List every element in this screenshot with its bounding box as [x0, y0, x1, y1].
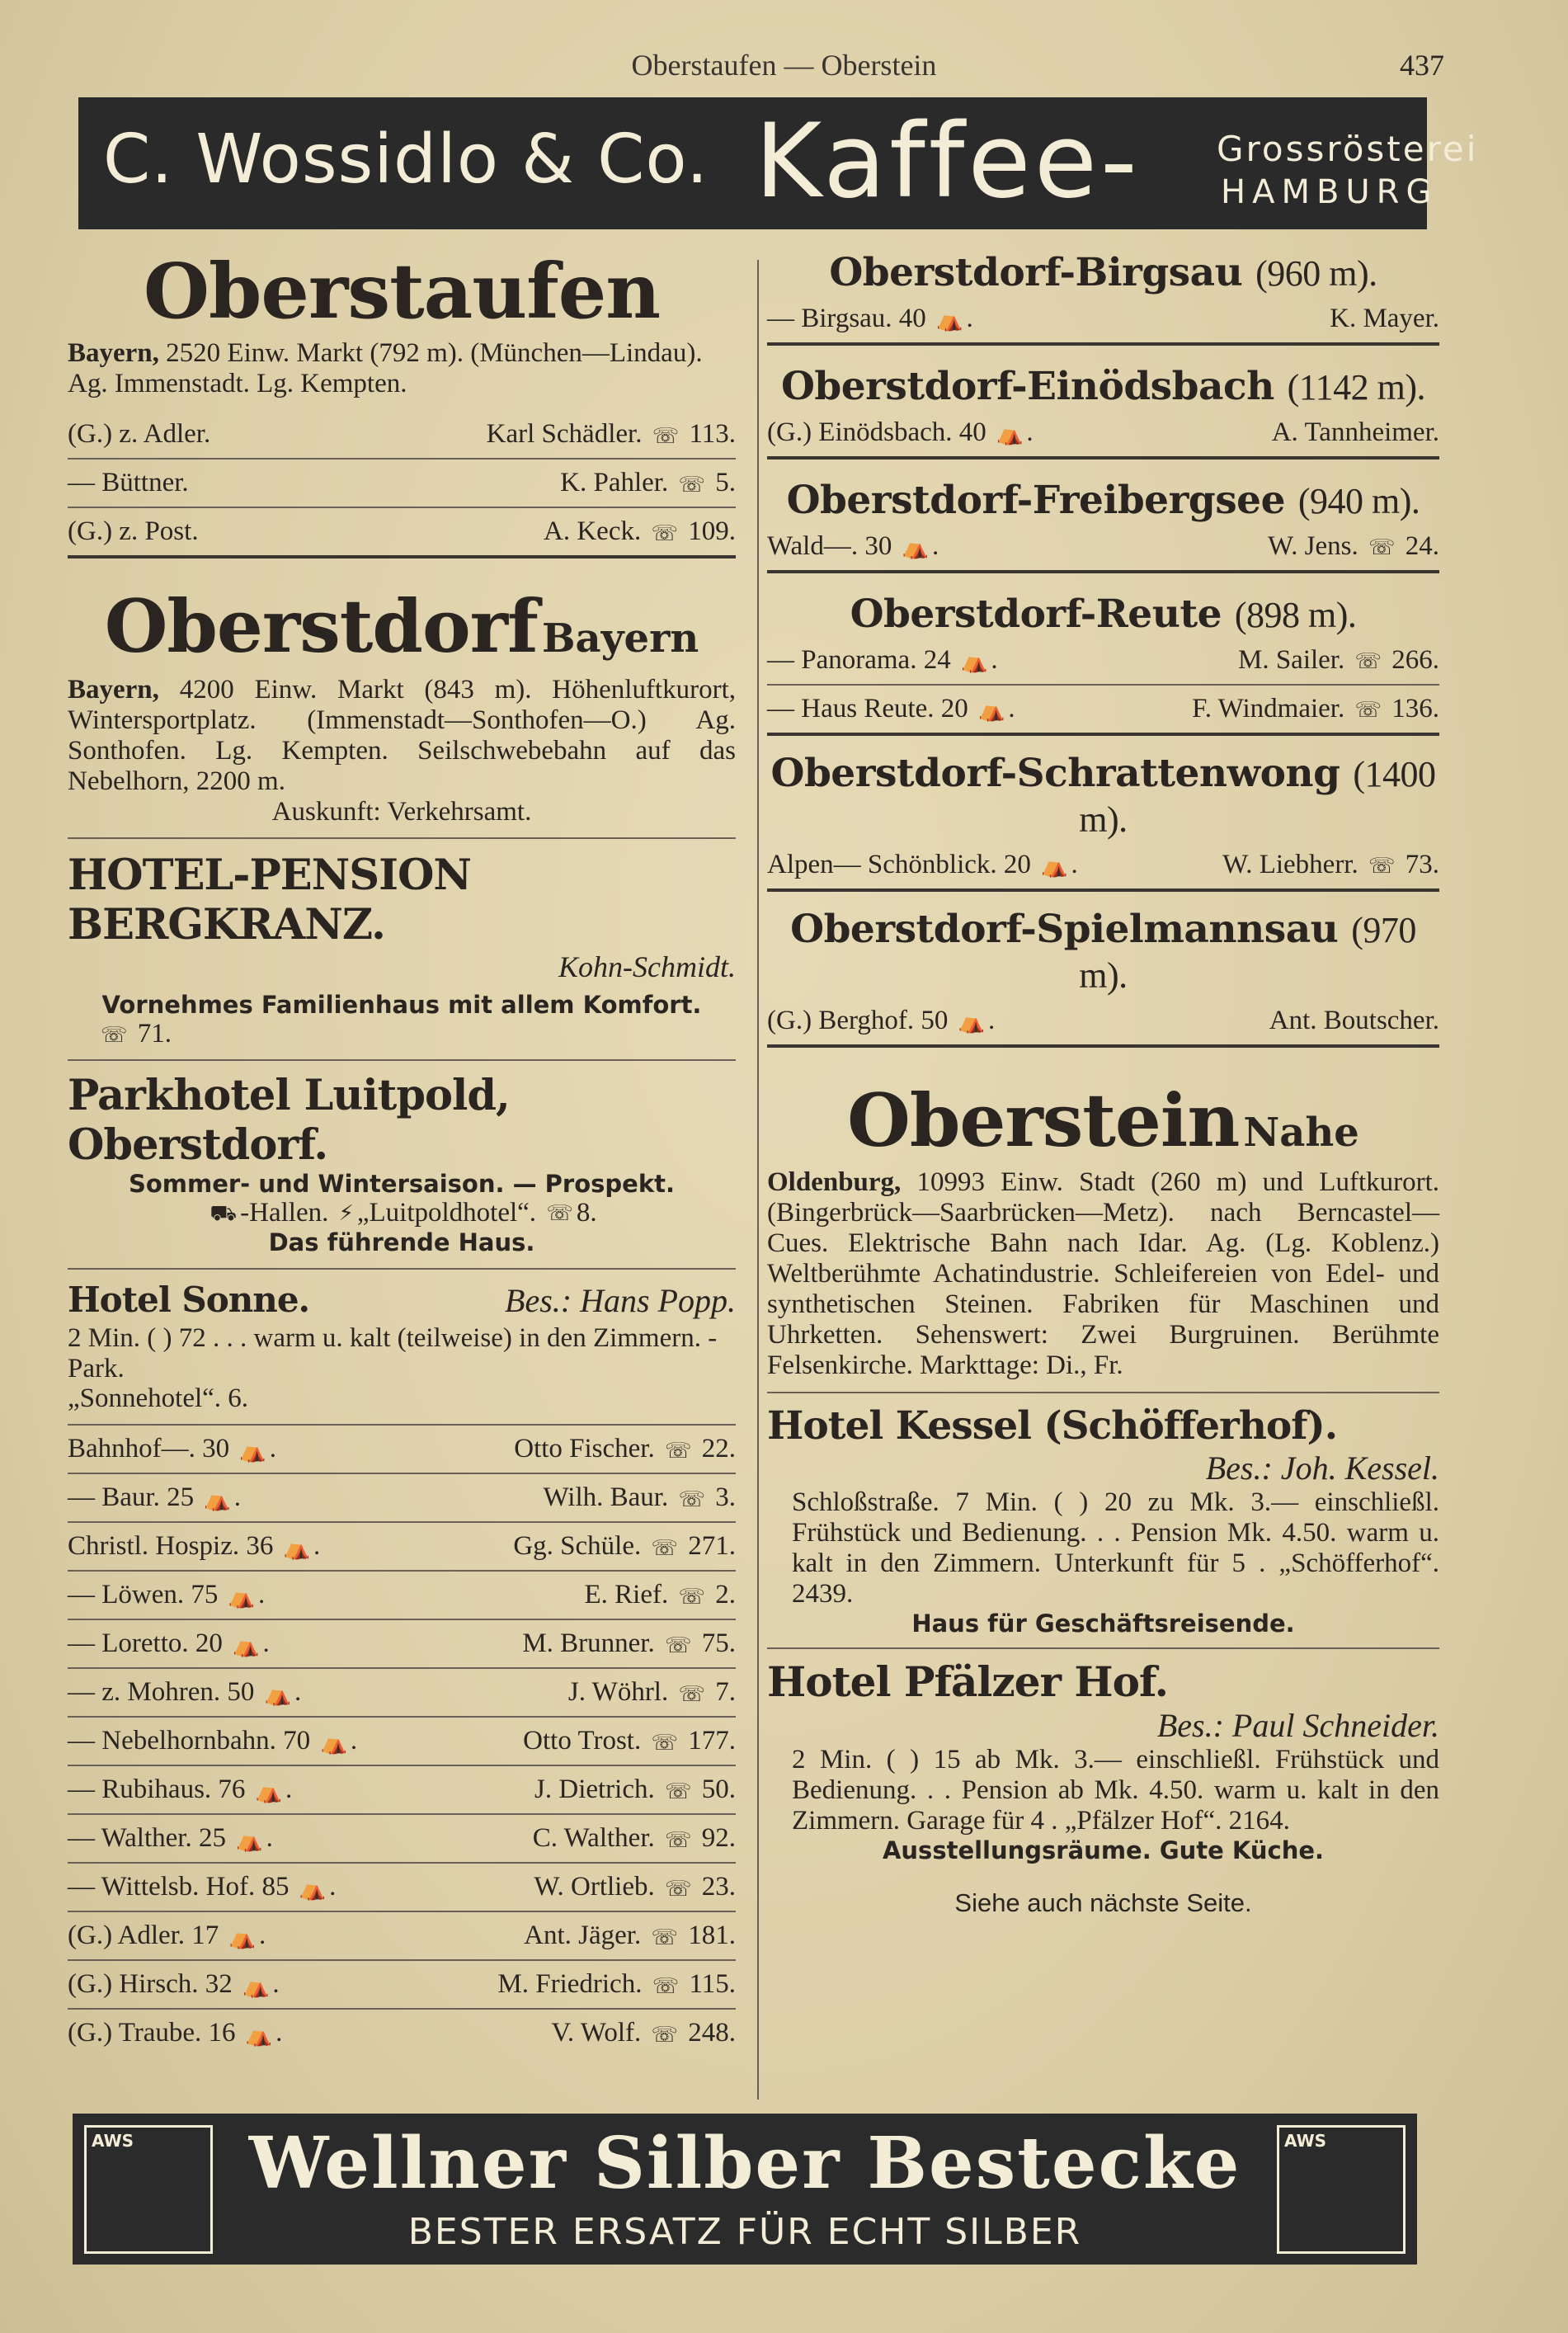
list-item: (G.) Berghof. 50 ⛺ . Ant. Boutscher. [767, 997, 1439, 1048]
bed-icon: ⛺ [978, 698, 1005, 723]
spielmannsau-title: Oberstdorf-Spielmannsau (970 m). [790, 907, 1416, 996]
phone-icon: ☏ [1354, 649, 1382, 675]
list-item: Alpen— Schönblick. 20 ⛺ . W. Liebherr. ☏ 73. [767, 841, 1439, 892]
bed-icon: ⛺ [242, 1973, 270, 1999]
phone-icon: ☏ [651, 1535, 678, 1561]
phone-icon: ☏ [651, 1730, 678, 1756]
bed-icon: ⛺ [228, 1925, 256, 1950]
bed-icon: ⛺ [299, 1876, 327, 1902]
list-item: (G.) z. Post. A. Keck. ☏ 109. [68, 516, 736, 547]
list-item: (G.) Hirsch. 32 ⛺ . M. Friedrich. ☏ 115. [68, 1961, 736, 2010]
luitpold-line2: ⛟ -Hallen. ⚡ „Luitpoldhotel“. ☏ 8. [210, 1197, 597, 1228]
phone-icon: ☏ [651, 521, 678, 546]
list-item: (G.) Adler. 17 ⛺ . Ant. Jäger. ☏ 181. [68, 1912, 736, 1961]
left-column [68, 235, 736, 2057]
schrattenwong-title: Oberstdorf-Schrattenwong (1400 m). [770, 751, 1436, 840]
oberstdorf-title-suffix: Bayern [541, 615, 699, 662]
oberstein-title-suffix: Nahe [1243, 1110, 1359, 1156]
oberstdorf-list [68, 1424, 736, 2057]
phone-icon: ☏ [651, 2022, 678, 2048]
pfaelzer-name: Hotel Pfälzer Hof. [767, 1657, 1169, 1707]
coffee-ad-banner [78, 97, 1479, 229]
silverware-ad [73, 2114, 1417, 2265]
garage-icon: ⛟ [210, 1201, 238, 1227]
bed-icon: ⛺ [236, 1827, 263, 1853]
oberstdorf-heading [68, 583, 736, 670]
bed-icon: ⛺ [245, 2022, 273, 2048]
bed-icon: ⛺ [936, 308, 963, 333]
bed-icon: ⛺ [283, 1535, 310, 1561]
oberstaufen-list [68, 411, 736, 559]
see-next-page: Siehe auch nächste Seite. [954, 1888, 1252, 1918]
phone-icon: ☏ [664, 1633, 692, 1658]
ad-subtitle: BESTER ERSATZ FÜR ECHT SILBER [407, 2211, 1082, 2253]
luitpold-line3: Das führende Haus. [268, 1228, 535, 1256]
ad-title: Wellner Silber Bestecke [248, 2122, 1241, 2205]
pfaelzer-footer: Ausstellungsräume. Gute Küche. [882, 1836, 1325, 1865]
phone-icon: ☏ [101, 1022, 128, 1048]
list-item: Bahnhof—. 30 ⛺ . Otto Fischer. ☏ 22. [68, 1426, 736, 1474]
phone-icon: ☏ [651, 1925, 678, 1950]
oberstdorf-auskunft: Auskunft: Verkehrsamt. [271, 796, 532, 827]
list-item: — Nebelhornbahn. 70 ⛺ . Otto Trost. ☏ 177. [68, 1718, 736, 1766]
list-item: Wald—. 30 ⛺ . W. Jens. ☏ 24. [767, 523, 1439, 573]
banner-kaffee: Kaffee- [755, 102, 1141, 221]
bergkranz-desc: Vornehmes Familienhaus mit allem Komfort. [101, 990, 702, 1019]
list-item: — Löwen. 75 ⛺ . E. Rief. ☏ 2. [68, 1572, 736, 1620]
brand-logo-left: AWS [84, 2125, 213, 2254]
bed-icon: ⛺ [239, 1438, 266, 1463]
list-item: — Haus Reute. 20 ⛺ . F. Windmaier. ☏ 136. [767, 694, 1439, 723]
list-item: — Wittelsb. Hof. 85 ⛺ . W. Ortlieb. ☏ 23. [68, 1864, 736, 1912]
phone-icon: ☏ [1354, 698, 1382, 723]
column-divider [757, 260, 759, 2100]
banner-company: C. Wossidlo & Co. [103, 120, 709, 199]
list-item: — Büttner. K. Pahler. ☏ 5. [68, 460, 736, 508]
phone-icon: ☏ [664, 1827, 692, 1853]
phone-icon: ☏ [1368, 535, 1396, 561]
list-item: (G.) z. Adler. Karl Schädler. ☏ 113. [68, 411, 736, 460]
phone-icon: ☏ [652, 423, 680, 449]
list-item: (G.) Traube. 16 ⛺ . V. Wolf. ☏ 248. [68, 2018, 736, 2048]
bergkranz-phone: ☏ 71. [101, 1018, 172, 1049]
pfaelzer-text: 2 Min. ( ) 15 ab Mk. 3.— einschließl. Frühstück und Bedienung. . . Pension ab Mk. 4.50. warm u. kalt in den Zimmern. Garage für 4 . „Pfälzer Hof“. 2164. [792, 1745, 1439, 1836]
kessel-footer: Haus für Geschäftsreisende. [911, 1610, 1295, 1638]
oberstaufen-state: Bayern, [68, 338, 159, 369]
oberstdorf-intro: Bayern, 4200 Einw. Markt (843 m). Höhenluftkurort, Wintersportplatz. (Immenstadt—Sonthofen—O.) Ag. Sonthofen. Lg. Kempten. Seilschwebebahn auf das Nebelhorn, 2200 m. [68, 674, 736, 796]
bed-icon: ⛺ [1041, 854, 1068, 879]
brand-logo-right: AWS [1277, 2125, 1406, 2254]
sonne-owner: Bes.: Hans Popp. [505, 1281, 736, 1319]
luitpold-line1: Sommer- und Wintersaison. — Prospekt. [128, 1169, 676, 1198]
bergkranz-name: HOTEL-PENSION BERGKRANZ. [68, 850, 472, 950]
bed-icon: ⛺ [264, 1681, 292, 1707]
list-item: — Birgsau. 40 ⛺ . K. Mayer. [767, 295, 1439, 346]
luitpold-name: Parkhotel Luitpold, Oberstdorf. [68, 1070, 510, 1170]
phone-icon: ☏ [652, 1973, 680, 1999]
oberstein-intro: Oldenburg, 10993 Einw. Stadt (260 m) und Luftkurort. (Bingerbrück—Saarbrücken—Metz). nach Berncastel—Cues. Elektrische Bahn nach Idar. Ag. (Lg. Koblenz.) Weltberühmte Achatindustrie. Schleifereien von Edel- und synthetischen Steinen. Fabriken für Maschinen und Uhrketten. Sehenswert: Zwei Burgruinen. Berühmte Felsenkirche. Markttage: Di., Fr. [767, 1166, 1440, 1380]
oberstein-heading [767, 1077, 1439, 1163]
banner-city: HAMBURG [1221, 173, 1439, 211]
bed-icon: ⛺ [233, 1633, 260, 1658]
oberstein-title: Oberstein [847, 1077, 1240, 1163]
right-column [767, 235, 1439, 1918]
phone-icon: ☏ [664, 1438, 692, 1463]
bed-icon: ⛺ [960, 649, 988, 675]
sonne-line1: 2 Min. ( ) 72 . . . warm u. kalt (teilweise) in den Zimmern. -Park. [68, 1322, 718, 1383]
reute-title: Oberstdorf-Reute (898 m). [850, 591, 1357, 637]
bed-icon: ⛺ [255, 1779, 283, 1804]
sonne-name: Hotel Sonne. [68, 1279, 310, 1320]
bed-icon: ⛺ [958, 1010, 985, 1035]
einoedsbach-title: Oberstdorf-Einödsbach (1142 m). [780, 364, 1426, 409]
kessel-name: Hotel Kessel (Schöfferhof). [767, 1403, 1338, 1449]
phone-icon: ☏ [664, 1779, 692, 1804]
banner-roastery: Grossrösterei [1217, 129, 1479, 169]
bed-icon: ⛺ [320, 1730, 347, 1756]
reute-list [767, 637, 1439, 736]
phone-icon: ☏ [1368, 854, 1396, 879]
phone-icon: ☏ [664, 1876, 692, 1902]
kessel-text: Schloßstraße. 7 Min. ( ) 20 zu Mk. 3.— einschließl. Frühstück und Bedienung. . . Pension Mk. 4.50. warm u. kalt in den Zimmern. Unterkunft für 5 . „Schöfferhof“. 2439. [792, 1487, 1439, 1610]
sonne-line2: „Sonnehotel“. 6. [68, 1383, 249, 1414]
oberstaufen-intro [68, 338, 736, 399]
list-item: — Baur. 25 ⛺ . Wilh. Baur. ☏ 3. [68, 1474, 736, 1523]
list-item: — Walther. 25 ⛺ . C. Walther. ☏ 92. [68, 1815, 736, 1864]
phone-icon: ☏ [678, 472, 705, 497]
oberstaufen-title: Oberstaufen [143, 247, 661, 336]
phone-icon: ☏ [678, 1681, 705, 1707]
kessel-owner: Bes.: Joh. Kessel. [1205, 1449, 1439, 1487]
oberstdorf-title: Oberstdorf [104, 583, 538, 670]
list-item: Christl. Hospiz. 36 ⛺ . Gg. Schüle. ☏ 271. [68, 1523, 736, 1572]
freibergsee-title: Oberstdorf-Freibergsee (940 m). [786, 478, 1420, 523]
bed-icon: ⛺ [902, 535, 929, 561]
bergkranz-owner: Kohn-Schmidt. [558, 950, 736, 983]
list-item: — Loretto. 20 ⛺ . M. Brunner. ☏ 75. [68, 1620, 736, 1669]
oberstaufen-intro-text: 2520 Einw. Markt (792 m). (München—Lindau). Ag. Immenstadt. Lg. Kempten. [68, 338, 703, 399]
phone-icon: ☏ [678, 1584, 705, 1610]
bed-icon: ⛺ [996, 422, 1024, 447]
bed-icon: ⛺ [204, 1487, 231, 1512]
list-item: — Rubihaus. 76 ⛺ . J. Dietrich. ☏ 50. [68, 1766, 736, 1815]
pfaelzer-owner: Bes.: Paul Schneider. [1156, 1707, 1439, 1745]
list-item: (G.) Einödsbach. 40 ⛺ . A. Tannheimer. [767, 409, 1439, 460]
sonne-header [68, 1280, 736, 1320]
running-title: Oberstaufen — Oberstein [631, 49, 937, 82]
page-number: 437 [1400, 49, 1444, 82]
bed-icon: ⛺ [228, 1584, 256, 1610]
birgsau-title: Oberstdorf-Birgsau (960 m). [829, 250, 1377, 295]
list-item: — z. Mohren. 50 ⛺ . J. Wöhrl. ☏ 7. [68, 1669, 736, 1718]
phone-icon: ☏ [678, 1487, 705, 1512]
telegram-icon: ⚡ [338, 1201, 354, 1227]
list-item: — Panorama. 24 ⛺ . M. Sailer. ☏ 266. [767, 637, 1439, 686]
phone-icon: ☏ [546, 1201, 573, 1227]
